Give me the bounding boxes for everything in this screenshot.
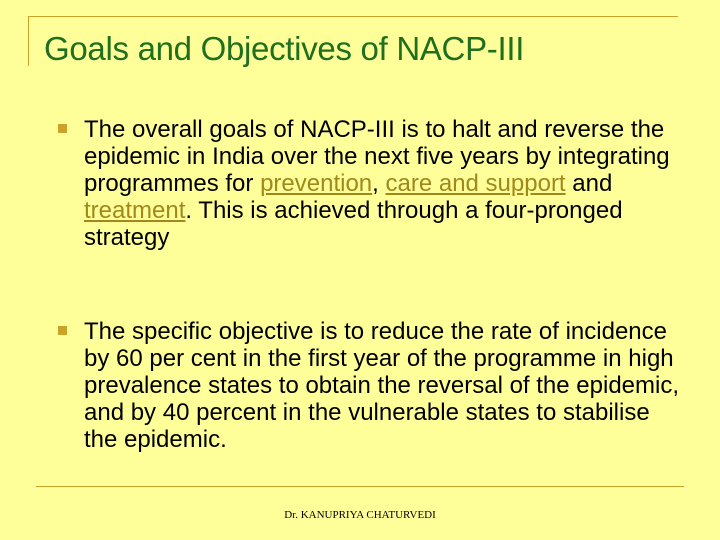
care-and-support-link[interactable]: care and support: [385, 170, 566, 197]
bullet1-text-part2: . This is achieved through a four-pronged strategy: [84, 197, 623, 251]
bullet-text-2: The specific objective is to reduce the rate of incidence by 60 per cent in the first year of the programme in high prevalence states to obtain the reversal of the epidemic, and by 40 percent in the vulnerable states to stabilise the epidemic.: [84, 318, 680, 453]
bullet-marker-1: [58, 124, 67, 133]
footer-rule: [36, 486, 684, 487]
bullet-marker-2: [58, 326, 67, 335]
title-left-rule: [28, 16, 29, 66]
slide-title: Goals and Objectives of NACP-III: [44, 30, 525, 67]
bullet1-text-part1: The overall goals of NACP-III is to halt and reverse the epidemic in India over the next five years by integrating programmes for: [84, 116, 670, 197]
title-top-rule: [28, 16, 678, 17]
treatment-link[interactable]: treatment: [84, 197, 186, 224]
bullet-text-1: [84, 116, 684, 251]
prevention-link[interactable]: prevention: [260, 170, 373, 197]
bullet1-sep2: and: [565, 170, 613, 197]
bullet1-sep1: ,: [372, 170, 386, 197]
footer-author: Dr. KANUPRIYA CHATURVEDI: [284, 509, 436, 521]
